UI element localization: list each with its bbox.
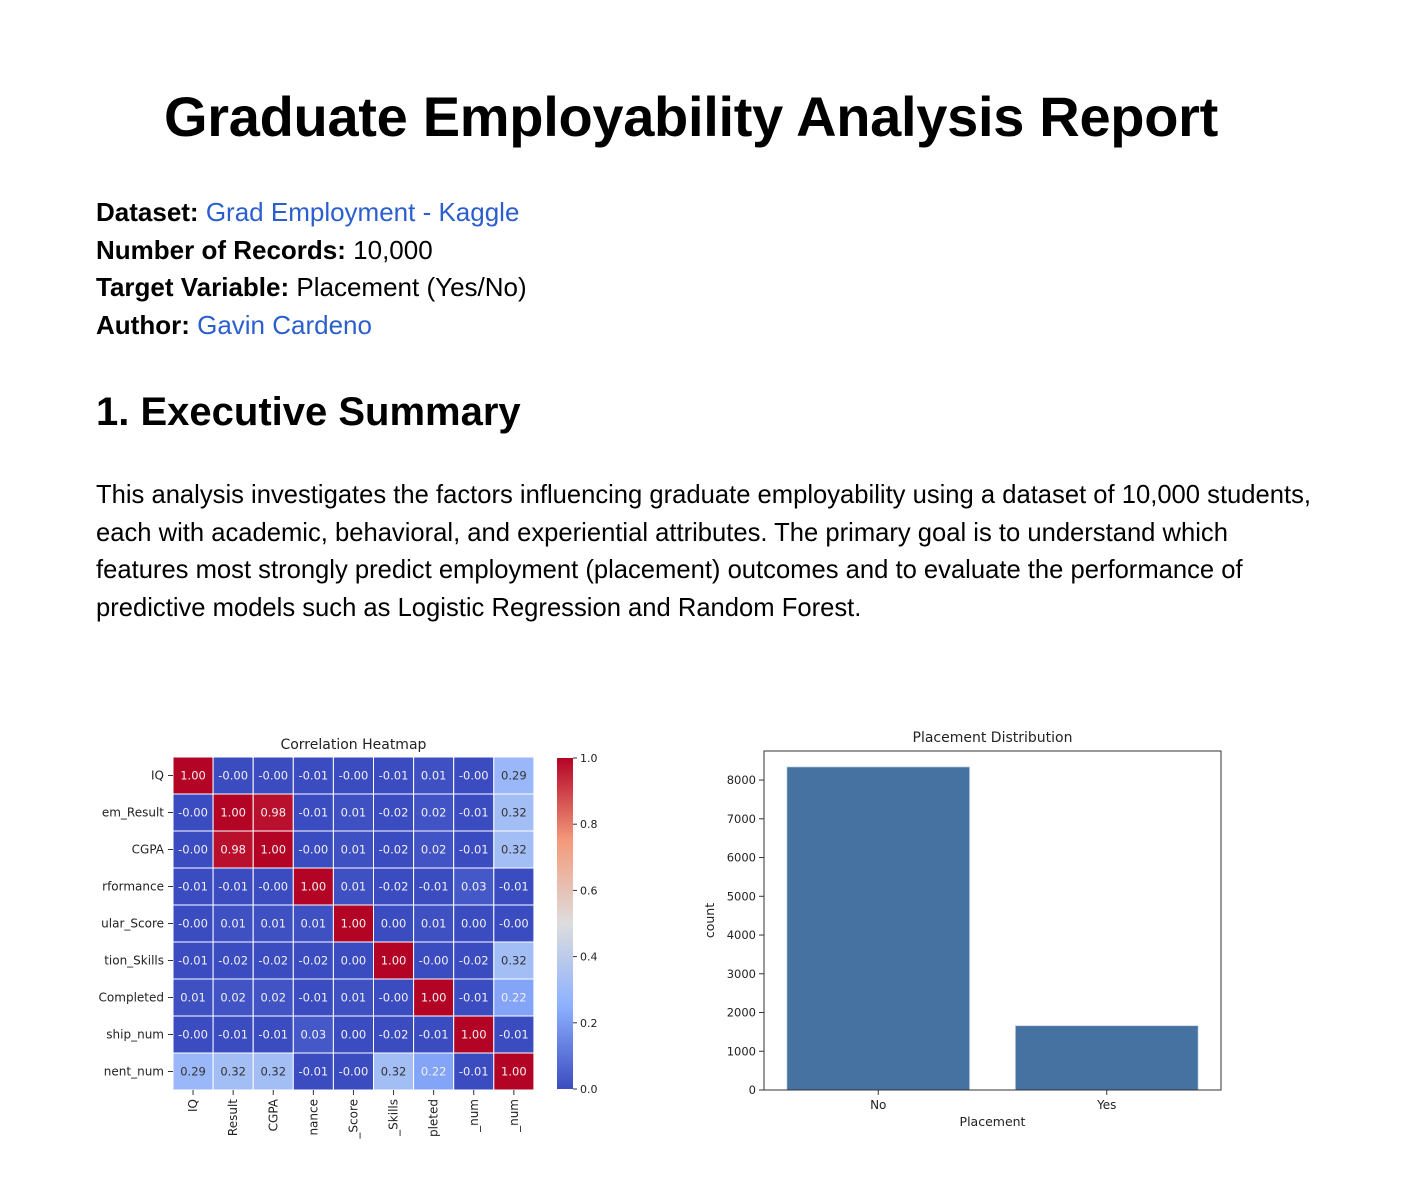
svg-text:0.01: 0.01 [300,916,327,931]
heatmap-cell [454,1053,494,1090]
heatmap-cell [213,979,253,1016]
heatmap-cell [374,794,414,831]
svg-text:1.00: 1.00 [501,1064,527,1079]
heatmap-cell [213,1053,253,1090]
svg-text:-0.02: -0.02 [218,953,249,968]
correlation-heatmap [95,728,635,1148]
y-tick-label: 2000 [726,1005,756,1020]
heatmap-cell [293,831,333,868]
meta-value: Placement (Yes/No) [296,272,527,302]
svg-text:-0.02: -0.02 [378,1027,409,1042]
heatmap-cell [173,979,213,1016]
heatmap-col-label: IQ [186,1099,201,1112]
svg-text:-0.00: -0.00 [258,768,289,783]
heatmap-row-label: CGPA [131,842,164,857]
heatmap-cell [253,905,293,942]
report-metadata [96,194,527,344]
heatmap-cell [374,1016,414,1053]
heatmap-cell [253,757,293,794]
heatmap-col-label: _num [466,1099,481,1132]
heatmap-cell [454,757,494,794]
svg-text:-0.02: -0.02 [378,879,409,894]
svg-text:1.00: 1.00 [380,953,407,968]
executive-summary-paragraph: This analysis investigates the factors influencing graduate employability using a dataset of 10,000 students, each with academic, behavioral, and experiential attributes. The primary goal is to understand which features most strongly predict employment (placement) outcomes and to evaluate the performance of predictive models such as Logistic Regression and Random Forest. [96,481,1312,622]
x-axis-label: Placement [959,1114,1026,1129]
y-tick-label: 1000 [726,1044,756,1059]
heatmap-cell [333,979,373,1016]
heatmap-cell [414,1016,454,1053]
heatmap-cell [173,1053,213,1090]
meta-value: 10,000 [353,234,433,265]
heatmap-row-label: ship_num [106,1027,164,1042]
heatmap-cell [333,1016,373,1053]
svg-text:-0.02: -0.02 [298,953,329,968]
heatmap-col-label: CGPA [266,1099,281,1132]
heatmap-cell [374,868,414,905]
y-tick-label: 7000 [726,811,756,826]
svg-text:-0.01: -0.01 [298,1064,329,1079]
heatmap-cell [414,831,454,868]
heatmap-cell [414,1053,454,1090]
svg-text:1.00: 1.00 [340,916,367,931]
heatmap-cell [253,794,293,831]
svg-text:-0.01: -0.01 [258,1027,289,1042]
meta-target [96,269,527,307]
heatmap-cell [293,942,333,979]
svg-text:0.22: 0.22 [501,990,527,1005]
colorbar-tick: 0.0 [580,1083,598,1096]
heatmap-cell [494,1016,534,1053]
heatmap-cell [293,794,333,831]
meta-label: Target Variable: [96,272,290,302]
svg-text:0.01: 0.01 [220,916,246,931]
svg-text:-0.00: -0.00 [178,805,208,820]
y-tick-label: 5000 [726,889,756,904]
heatmap-cell [374,942,414,979]
svg-text:0.01: 0.01 [420,768,447,783]
svg-text:0.01: 0.01 [340,879,367,894]
heatmap-cell [454,868,494,905]
heatmap-cell [454,794,494,831]
svg-text:-0.02: -0.02 [378,805,409,820]
heatmap-cell [333,831,373,868]
heatmap-row-label: IQ [151,768,164,783]
heatmap-cell [293,1016,333,1053]
heatmap-col-label: Result [226,1099,241,1137]
heatmap-cell [173,905,213,942]
heatmap-cell [213,868,253,905]
svg-text:0.00: 0.00 [460,916,487,931]
heatmap-cell [374,757,414,794]
svg-text:-0.01: -0.01 [298,990,329,1005]
svg-text:-0.00: -0.00 [258,879,289,894]
svg-text:-0.01: -0.01 [378,768,409,783]
svg-text:-0.01: -0.01 [458,990,489,1005]
svg-text:0.22: 0.22 [420,1064,447,1079]
colorbar-tick: 0.2 [580,1016,598,1030]
x-tick-label: No [870,1098,887,1112]
heatmap-cell [173,794,213,831]
svg-text:-0.01: -0.01 [218,1027,249,1042]
author-link[interactable]: Gavin Cardeno [197,309,372,340]
heatmap-cell [333,868,373,905]
report-title: Graduate Employability Analysis Report [164,85,1218,148]
heatmap-cell [494,905,534,942]
heatmap-cell [414,794,454,831]
svg-text:0.98: 0.98 [220,842,246,857]
heatmap-cell [333,1053,373,1090]
heatmap-cell [374,1053,414,1090]
heatmap-cell [253,831,293,868]
svg-text:-0.01: -0.01 [458,842,489,857]
svg-text:-0.01: -0.01 [498,879,529,894]
svg-text:-0.02: -0.02 [378,842,409,857]
heatmap-cell [173,757,213,794]
heatmap-cell [414,905,454,942]
heatmap-cell [333,757,373,794]
svg-text:-0.01: -0.01 [178,953,208,968]
bar-yes [1015,1026,1198,1090]
heatmap-col-label: _Score [346,1099,361,1139]
svg-text:1.00: 1.00 [420,990,447,1005]
dataset-link[interactable]: Grad Employment - Kaggle [205,197,520,227]
heatmap-title: Correlation Heatmap [280,737,427,753]
svg-text:0.02: 0.02 [220,990,246,1005]
svg-text:1.00: 1.00 [220,805,246,820]
heatmap-row-label: tion_Skills [104,953,164,968]
svg-text:-0.02: -0.02 [258,953,289,968]
svg-text:-0.01: -0.01 [178,879,208,894]
heatmap-cell [173,942,213,979]
heatmap-cell [374,831,414,868]
heatmap-cell [414,868,454,905]
meta-label: Author: [96,309,190,340]
svg-text:-0.00: -0.00 [338,768,369,783]
meta-label: Number of Records: [96,234,346,265]
heatmap-cell [213,942,253,979]
heatmap-col-label: _num [506,1099,521,1132]
heatmap-cell [213,1016,253,1053]
heatmap-col-label: pleted [426,1099,441,1138]
svg-text:-0.00: -0.00 [178,916,208,931]
svg-text:-0.01: -0.01 [418,1027,449,1042]
svg-text:0.03: 0.03 [300,1027,327,1042]
heatmap-row-label: em_Result [101,805,164,820]
heatmap-cell [213,831,253,868]
heatmap-row-label: ular_Score [101,916,164,931]
heatmap-row-label: nent_num [103,1064,164,1079]
bar-no [787,767,970,1090]
heatmap-cell [494,979,534,1016]
heatmap-cell [293,1053,333,1090]
colorbar [557,758,573,1089]
svg-text:0.98: 0.98 [260,805,287,820]
heatmap-cell [454,1016,494,1053]
y-tick-label: 4000 [726,928,756,943]
svg-text:0.00: 0.00 [380,916,407,931]
heatmap-row-label: rformance [102,879,164,894]
meta-records [96,232,527,270]
svg-text:-0.00: -0.00 [458,768,489,783]
svg-text:0.01: 0.01 [260,916,287,931]
heatmap-cell [494,942,534,979]
svg-text:-0.00: -0.00 [298,842,329,857]
svg-text:-0.01: -0.01 [458,805,489,820]
heatmap-cell [374,979,414,1016]
svg-text:-0.00: -0.00 [378,990,409,1005]
colorbar-tick: 0.8 [580,818,598,832]
svg-text:0.32: 0.32 [501,805,527,820]
heatmap-cell [494,831,534,868]
heatmap-col-label: nance [306,1099,321,1136]
colorbar-tick: 0.4 [580,950,598,964]
heatmap-cell [253,868,293,905]
heatmap-cell [414,757,454,794]
svg-text:0.32: 0.32 [380,1064,407,1079]
heatmap-cell [333,905,373,942]
svg-text:-0.01: -0.01 [218,879,249,894]
bar-chart-title: Placement Distribution [912,730,1073,746]
y-tick-label: 8000 [726,773,756,788]
heatmap-cell [494,757,534,794]
heatmap-cell [293,905,333,942]
svg-text:1.00: 1.00 [260,842,287,857]
heatmap-cell [213,757,253,794]
y-tick-label: 0 [748,1083,756,1097]
svg-text:-0.00: -0.00 [178,842,208,857]
svg-text:-0.00: -0.00 [338,1064,369,1079]
svg-text:0.32: 0.32 [220,1064,246,1079]
svg-text:1.00: 1.00 [300,879,327,894]
heatmap-cell [333,794,373,831]
svg-text:0.02: 0.02 [260,990,287,1005]
heatmap-cell [333,942,373,979]
svg-text:1.00: 1.00 [460,1027,487,1042]
meta-author [96,307,527,345]
heatmap-cell [213,905,253,942]
heatmap-cell [414,979,454,1016]
heatmap-cell [374,905,414,942]
svg-text:-0.00: -0.00 [418,953,449,968]
svg-text:-0.01: -0.01 [458,1064,489,1079]
heatmap-cell [253,1016,293,1053]
svg-text:0.01: 0.01 [420,916,447,931]
svg-text:0.02: 0.02 [420,842,447,857]
svg-text:-0.02: -0.02 [458,953,489,968]
meta-label: Dataset: [96,197,199,227]
svg-text:0.01: 0.01 [340,842,367,857]
svg-text:-0.00: -0.00 [218,768,249,783]
svg-text:0.29: 0.29 [501,768,527,783]
heatmap-cell [253,1053,293,1090]
svg-text:-0.01: -0.01 [298,768,329,783]
heatmap-cell [293,868,333,905]
section-heading: 1. Executive Summary [96,390,521,434]
y-tick-label: 3000 [726,966,756,981]
colorbar-tick: 0.6 [580,884,598,898]
placement-distribution-chart [690,722,1240,1142]
heatmap-cell [293,979,333,1016]
heatmap-col-label: _Skills [386,1099,401,1136]
svg-text:0.32: 0.32 [501,953,527,968]
heatmap-cell [494,1053,534,1090]
svg-text:0.01: 0.01 [340,805,367,820]
heatmap-cell [253,942,293,979]
heatmap-cell [454,831,494,868]
heatmap-cell [494,868,534,905]
svg-text:-0.00: -0.00 [498,916,529,931]
heatmap-cell [173,868,213,905]
svg-text:0.32: 0.32 [501,842,527,857]
y-axis-label: count [702,902,717,939]
colorbar-tick: 1.0 [580,752,598,765]
svg-text:0.01: 0.01 [340,990,367,1005]
svg-text:0.00: 0.00 [340,1027,367,1042]
x-tick-label: Yes [1097,1098,1117,1112]
heatmap-cell [454,905,494,942]
y-tick-label: 6000 [726,850,756,865]
svg-text:0.32: 0.32 [260,1064,287,1079]
heatmap-cell [454,942,494,979]
heatmap-cell [414,942,454,979]
svg-text:0.01: 0.01 [180,990,206,1005]
svg-text:-0.01: -0.01 [418,879,449,894]
heatmap-cell [173,1016,213,1053]
svg-text:0.02: 0.02 [420,805,447,820]
heatmap-cell [454,979,494,1016]
svg-text:0.03: 0.03 [460,879,487,894]
svg-text:-0.01: -0.01 [498,1027,529,1042]
meta-dataset [96,194,527,232]
svg-text:0.00: 0.00 [340,953,367,968]
heatmap-cell [253,979,293,1016]
heatmap-row-label: Completed [98,990,164,1005]
svg-text:0.29: 0.29 [180,1064,206,1079]
heatmap-cell [213,794,253,831]
heatmap-cell [293,757,333,794]
heatmap-cell [494,794,534,831]
heatmap-cell [173,831,213,868]
svg-text:-0.00: -0.00 [178,1027,208,1042]
svg-text:-0.01: -0.01 [298,805,329,820]
svg-text:1.00: 1.00 [180,768,206,783]
